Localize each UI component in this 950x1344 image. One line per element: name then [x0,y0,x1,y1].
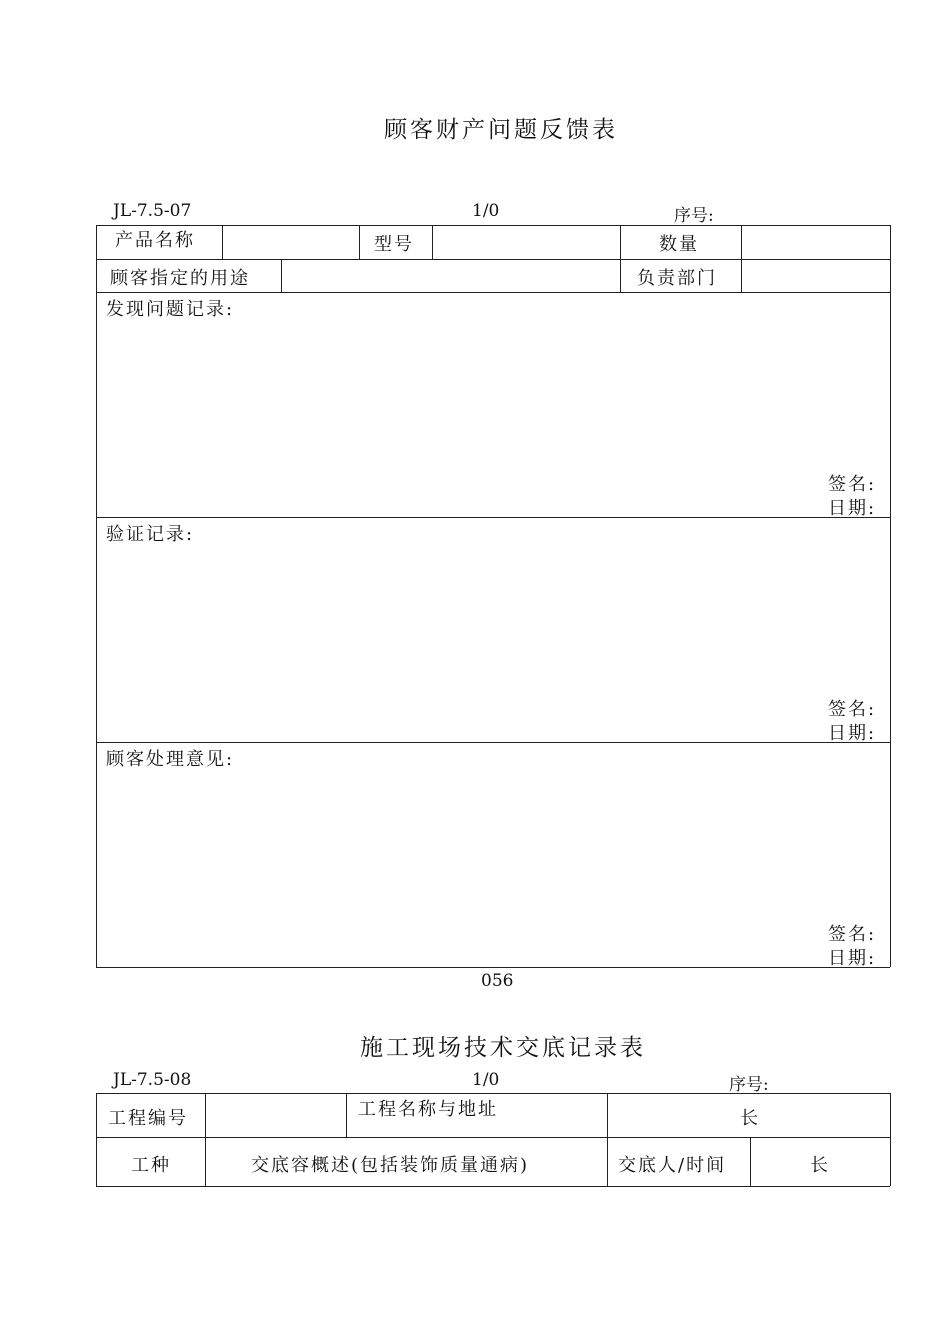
product-name-value[interactable] [223,226,358,258]
form1-serial-label: 序号: [674,206,714,226]
form2-title: 施工现场技术交底记录表 [360,1035,646,1061]
model-value[interactable] [433,226,619,258]
usage-value[interactable] [282,260,619,291]
verify-sign-label: 签名: [828,699,877,720]
product-name-label: 产品名称 [115,230,195,251]
problem-sign-label: 签名: [828,474,877,495]
form1-version: 1/0 [472,201,500,221]
usage-label: 顾客指定的用途 [110,268,250,289]
verify-record-area[interactable] [97,545,889,693]
verify-record-label: 验证记录: [106,524,195,545]
dept-value[interactable] [742,260,889,291]
person-time-label: 交底人/时间 [618,1155,727,1176]
model-label: 型号 [374,234,414,255]
form2-row2-right-label: 长 [810,1155,830,1176]
customer-opinion-area[interactable] [97,770,889,918]
dept-label: 负责部门 [637,268,717,289]
opinion-date-label: 日期: [828,948,877,969]
problem-date-label: 日期: [828,498,877,519]
form2-code: JL-7.5-08 [113,1070,192,1090]
opinion-sign-label: 签名: [828,924,877,945]
trade-label: 工种 [131,1155,171,1176]
form1-title: 顾客财产问题反馈表 [384,117,618,143]
customer-opinion-label: 顾客处理意见: [106,749,235,770]
form1-code: JL-7.5-07 [113,201,192,221]
form2-serial-label: 序号: [729,1075,769,1095]
verify-date-label: 日期: [828,723,877,744]
problem-record-area[interactable] [97,320,889,468]
page-number: 056 [481,971,514,991]
quantity-value[interactable] [742,226,889,258]
quantity-label: 数量 [659,234,699,255]
project-no-value[interactable] [206,1094,345,1136]
summary-label: 交底容概述(包括装饰质量通病) [251,1155,530,1176]
form2-row1-right-label: 长 [740,1108,760,1129]
form2-version: 1/0 [472,1070,500,1090]
problem-record-label: 发现问题记录: [106,299,235,320]
project-name-label: 工程名称与地址 [358,1099,498,1120]
project-no-label: 工程编号 [108,1108,188,1129]
